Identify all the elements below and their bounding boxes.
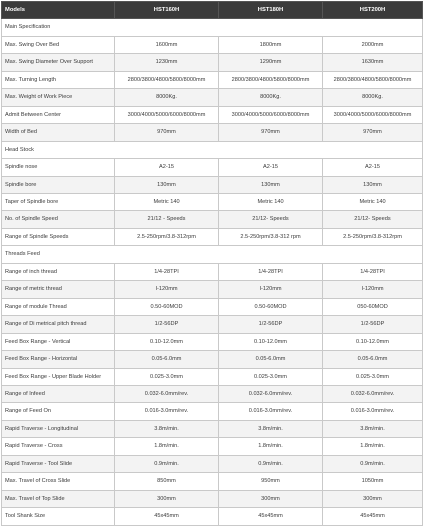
spec-value-hst160h: 850mm: [115, 473, 219, 490]
spec-value-hst180h: 1800mm: [219, 36, 323, 53]
spec-row: [2, 159, 423, 176]
spec-value-hst180h: 45x45mm: [219, 508, 323, 525]
spec-value-hst160h: 0.9m/min.: [115, 455, 219, 472]
spec-value-hst200h: 0.025-3.0mm: [323, 368, 423, 385]
spec-value-hst200h: 1/2-56DP: [323, 316, 423, 333]
spec-row: [2, 333, 423, 350]
spec-label: Range of Feed On: [2, 403, 115, 420]
spec-value-hst200h: 1630mm: [323, 54, 423, 71]
spec-value-hst180h: 3000/4000/5000/6000/8000mm: [219, 106, 323, 123]
spec-row: [2, 106, 423, 123]
spec-row: [2, 211, 423, 228]
spec-value-hst180h: I-120mm: [219, 281, 323, 298]
spec-label: Taper of Spindle bore: [2, 193, 115, 210]
spec-value-hst200h: 2.5-250rpm/3.8-312rpm: [323, 228, 423, 245]
models-header: Models: [2, 2, 115, 19]
spec-value-hst160h: I-120mm: [115, 281, 219, 298]
spec-value-hst200h: 300mm: [323, 490, 423, 507]
spec-value-hst180h: 0.50-60MOD: [219, 298, 323, 315]
spec-value-hst160h: A2-15: [115, 159, 219, 176]
spec-value-hst180h: 8000Kg.: [219, 89, 323, 106]
spec-value-hst160h: 8000Kg.: [115, 89, 219, 106]
model-header-hst200h: HST200H: [323, 2, 423, 19]
section-title: Main Specification: [2, 19, 423, 36]
spec-label: Max. Turning Length: [2, 71, 115, 88]
spec-value-hst160h: 0.032-6.0mm/rev.: [115, 385, 219, 402]
spec-label: Max. Travel of Top Slide: [2, 490, 115, 507]
specification-table: [1, 1, 423, 526]
header-row: [2, 2, 423, 19]
spec-value-hst160h: Metric 140: [115, 193, 219, 210]
section-row: [2, 19, 423, 36]
spec-value-hst160h: 0.025-3.0mm: [115, 368, 219, 385]
spec-value-hst180h: 1.8m/min.: [219, 438, 323, 455]
table-body: [2, 19, 423, 525]
spec-label: Spindle bore: [2, 176, 115, 193]
spec-value-hst160h: 21/12 - Speeds: [115, 211, 219, 228]
spec-value-hst160h: 130mm: [115, 176, 219, 193]
spec-value-hst160h: 3.8m/min.: [115, 420, 219, 437]
spec-value-hst160h: 1/2-56DP: [115, 316, 219, 333]
spec-row: [2, 508, 423, 525]
spec-value-hst180h: 300mm: [219, 490, 323, 507]
spec-label: Feed Box Range - Upper Blade Holder: [2, 368, 115, 385]
spec-label: Range of inch thread: [2, 263, 115, 280]
spec-value-hst160h: 1.8m/min.: [115, 438, 219, 455]
spec-label: Width of Bed: [2, 124, 115, 141]
spec-value-hst200h: 0.9m/min.: [323, 455, 423, 472]
spec-row: [2, 351, 423, 368]
spec-value-hst160h: 1230mm: [115, 54, 219, 71]
spec-value-hst180h: 950mm: [219, 473, 323, 490]
spec-value-hst180h: 0.10-12.0mm: [219, 333, 323, 350]
section-row: [2, 141, 423, 158]
model-header-hst180h: HST180H: [219, 2, 323, 19]
spec-label: Feed Box Range - Vertical: [2, 333, 115, 350]
spec-value-hst180h: 0.9m/min.: [219, 455, 323, 472]
spec-value-hst160h: 1600mm: [115, 36, 219, 53]
spec-label: Range of Spindle Speeds: [2, 228, 115, 245]
model-header-hst160h: HST160H: [115, 2, 219, 19]
spec-value-hst160h: 2.5-250rpm/3.8-312rpm: [115, 228, 219, 245]
spec-label: Max. Swing Diameter Over Support: [2, 54, 115, 71]
spec-value-hst200h: 130mm: [323, 176, 423, 193]
spec-value-hst160h: 0.016-3.0mm/rev.: [115, 403, 219, 420]
spec-value-hst180h: 2800/3800/4800/5800/8000mm: [219, 71, 323, 88]
spec-value-hst200h: 45x45mm: [323, 508, 423, 525]
spec-row: [2, 420, 423, 437]
spec-value-hst180h: 1/4-28TPI: [219, 263, 323, 280]
spec-value-hst180h: Metric 140: [219, 193, 323, 210]
spec-value-hst160h: 0.05-6.0mm: [115, 351, 219, 368]
spec-value-hst200h: 2800/3800/4800/5800/8000mm: [323, 71, 423, 88]
spec-value-hst180h: 0.032-6.0mm/rev.: [219, 385, 323, 402]
spec-value-hst180h: 2.5-250rpm/3.8-312 rpm: [219, 228, 323, 245]
spec-value-hst200h: 1050mm: [323, 473, 423, 490]
spec-value-hst180h: 3.8m/min.: [219, 420, 323, 437]
spec-value-hst160h: 300mm: [115, 490, 219, 507]
spec-value-hst200h: 1.8m/min.: [323, 438, 423, 455]
spec-value-hst180h: 970mm: [219, 124, 323, 141]
spec-value-hst180h: 130mm: [219, 176, 323, 193]
spec-value-hst160h: 3000/4000/5000/6000/8000mm: [115, 106, 219, 123]
spec-row: [2, 455, 423, 472]
spec-value-hst200h: 8000Kg.: [323, 89, 423, 106]
spec-value-hst160h: 970mm: [115, 124, 219, 141]
spec-value-hst200h: I-120mm: [323, 281, 423, 298]
spec-label: Max. Travel of Cross Slide: [2, 473, 115, 490]
spec-label: Range of Infeed: [2, 385, 115, 402]
spec-row: [2, 71, 423, 88]
spec-row: [2, 36, 423, 53]
spec-label: Max. Swing Over Bed: [2, 36, 115, 53]
spec-label: Range of Di metrical pitch thread: [2, 316, 115, 333]
spec-row: [2, 490, 423, 507]
spec-row: [2, 193, 423, 210]
spec-label: Max. Weight of Work Piece: [2, 89, 115, 106]
spec-value-hst200h: A2-15: [323, 159, 423, 176]
spec-row: [2, 403, 423, 420]
spec-row: [2, 263, 423, 280]
spec-row: [2, 54, 423, 71]
section-row: [2, 246, 423, 263]
spec-value-hst180h: 1290mm: [219, 54, 323, 71]
spec-row: [2, 281, 423, 298]
spec-value-hst200h: 2000mm: [323, 36, 423, 53]
spec-row: [2, 368, 423, 385]
spec-label: Tool Shank Size: [2, 508, 115, 525]
spec-label: Rapid Traverse - Longitudinal: [2, 420, 115, 437]
spec-label: Rapid Traverse - Tool Slide: [2, 455, 115, 472]
spec-value-hst200h: 970mm: [323, 124, 423, 141]
spec-value-hst200h: Metric 140: [323, 193, 423, 210]
spec-value-hst180h: 21/12- Speeds: [219, 211, 323, 228]
spec-label: Admit Between Center: [2, 106, 115, 123]
spec-row: [2, 124, 423, 141]
spec-label: Rapid Traverse - Cross: [2, 438, 115, 455]
spec-row: [2, 89, 423, 106]
spec-label: Range of metric thread: [2, 281, 115, 298]
spec-label: Range of module Thread: [2, 298, 115, 315]
spec-value-hst200h: 0.05-6.0mm: [323, 351, 423, 368]
spec-value-hst200h: 0.016-3.0mm/rev.: [323, 403, 423, 420]
spec-label: Feed Box Range - Horizontal: [2, 351, 115, 368]
spec-value-hst200h: 3.8m/min.: [323, 420, 423, 437]
table-header: [2, 2, 423, 19]
spec-value-hst200h: 3000/4000/5000/6000/8000mm: [323, 106, 423, 123]
section-title: Threads Feed: [2, 246, 423, 263]
spec-value-hst180h: 0.025-3.0mm: [219, 368, 323, 385]
spec-value-hst200h: 21/12- Speeds: [323, 211, 423, 228]
spec-value-hst200h: 050-60MOD: [323, 298, 423, 315]
spec-value-hst200h: 0.032-6.0mm/rev.: [323, 385, 423, 402]
spec-value-hst180h: 0.016-3.0mm/rev.: [219, 403, 323, 420]
spec-row: [2, 473, 423, 490]
spec-label: Spindle nose: [2, 159, 115, 176]
spec-value-hst160h: 0.10-12.0mm: [115, 333, 219, 350]
spec-row: [2, 316, 423, 333]
spec-value-hst180h: 1/2-56DP: [219, 316, 323, 333]
spec-row: [2, 228, 423, 245]
spec-value-hst160h: 45x45mm: [115, 508, 219, 525]
spec-value-hst180h: 0.05-6.0mm: [219, 351, 323, 368]
spec-value-hst160h: 1/4-28TPI: [115, 263, 219, 280]
spec-label: No. of Spindle Speed: [2, 211, 115, 228]
spec-row: [2, 176, 423, 193]
spec-row: [2, 438, 423, 455]
spec-value-hst180h: A2-15: [219, 159, 323, 176]
spec-row: [2, 298, 423, 315]
spec-value-hst200h: 1/4-28TPI: [323, 263, 423, 280]
section-title: Head Stock: [2, 141, 423, 158]
spec-value-hst200h: 0.10-12.0mm: [323, 333, 423, 350]
spec-row: [2, 385, 423, 402]
spec-value-hst160h: 0.50-60MOD: [115, 298, 219, 315]
spec-value-hst160h: 2800/3800/4800/5800/8000mm: [115, 71, 219, 88]
